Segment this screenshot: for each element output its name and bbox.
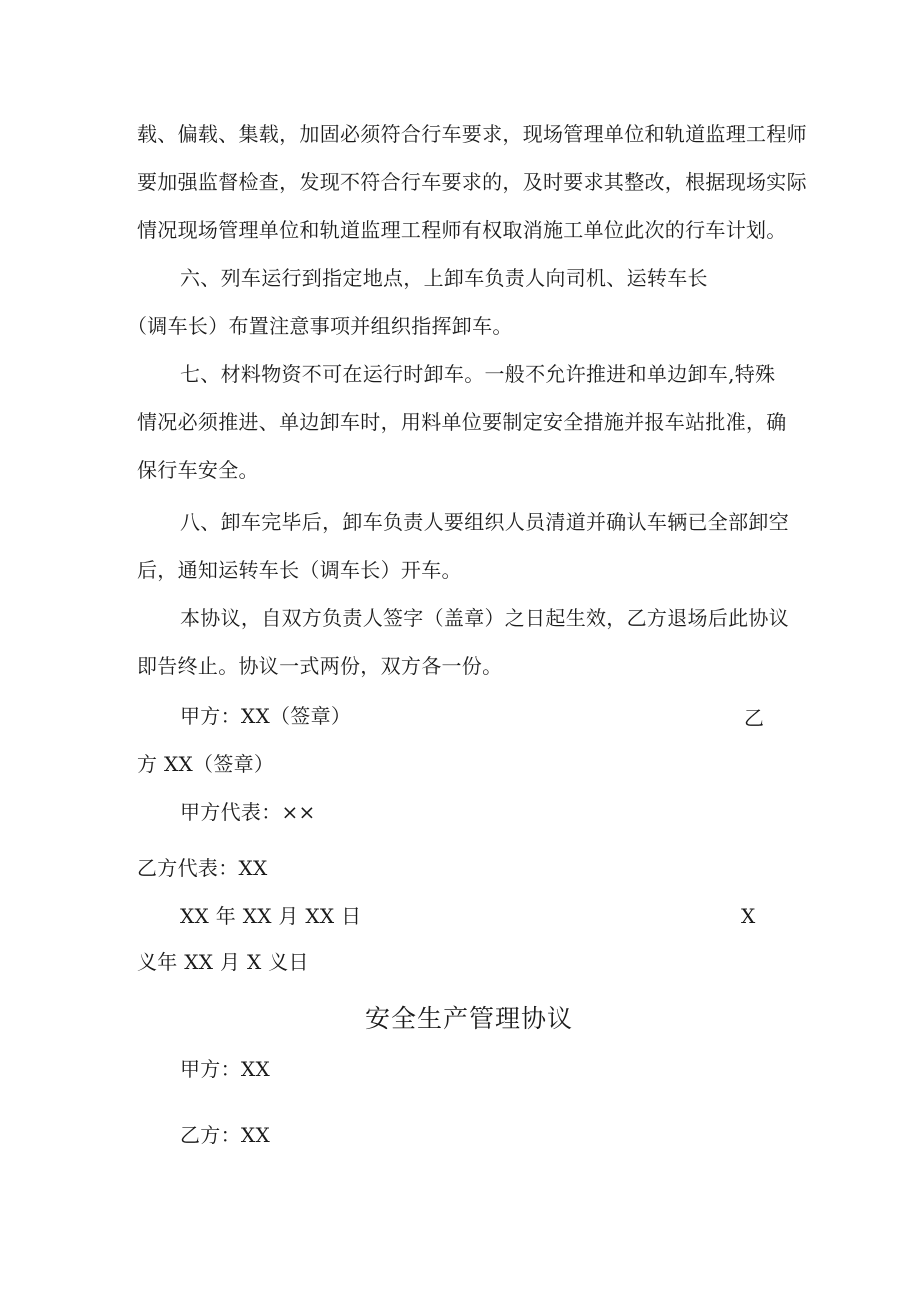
- para7-line1: 七、材料物资不可在运行时卸车。一般不允许推进和单边卸车,特殊: [180, 362, 776, 386]
- party-b-signature-head: 乙: [744, 706, 765, 730]
- section-title: 安全生产管理协议: [365, 1004, 574, 1033]
- party-a-signature: 甲方：XX（签章）: [180, 704, 352, 728]
- party-b-date-tail: 义年 XX 月 X 义日: [137, 950, 309, 974]
- para8-line2: 后，通知运转车长（调车长）开车。: [137, 558, 462, 582]
- para5-line3: 情况现场管理单位和轨道监理工程师有权取消施工单位此次的行车计划。: [137, 218, 787, 242]
- para6-line2: （调车长）布置注意事项并组织指挥卸车。: [127, 314, 513, 338]
- para7-line2: 情况必须推进、单边卸车时，用料单位要制定安全措施并报车站批准，确: [137, 410, 787, 434]
- closing-line1: 本协议，自双方负责人签字（盖章）之日起生效，乙方退场后此协议: [180, 606, 789, 630]
- para5-line1: 载、偏载、集载，加固必须符合行车要求，现场管理单位和轨道监理工程师: [137, 122, 807, 146]
- para5-line2: 要加强监督检查，发现不符合行车要求的，及时要求其整改，根据现场实际: [137, 170, 807, 194]
- party-b-date-head: X: [741, 904, 756, 928]
- next-party-a: 甲方：XX: [180, 1057, 270, 1081]
- para7-line3: 保行车安全。: [137, 458, 259, 482]
- party-a-representative: 甲方代表：××: [180, 800, 316, 824]
- party-b-signature-tail: 方 XX（签章）: [137, 752, 275, 776]
- para8-line1: 八、卸车完毕后，卸车负责人要组织人员清道并确认车辆已全部卸空: [180, 510, 789, 534]
- party-b-representative: 乙方代表：XX: [137, 856, 268, 880]
- para6-line1: 六、列车运行到指定地点，上卸车负责人向司机、运转车长: [180, 266, 708, 290]
- closing-line2: 即告终止。协议一式两份，双方各一份。: [137, 654, 503, 678]
- next-party-b: 乙方：XX: [180, 1123, 270, 1147]
- party-a-date: XX 年 XX 月 XX 日: [180, 904, 362, 928]
